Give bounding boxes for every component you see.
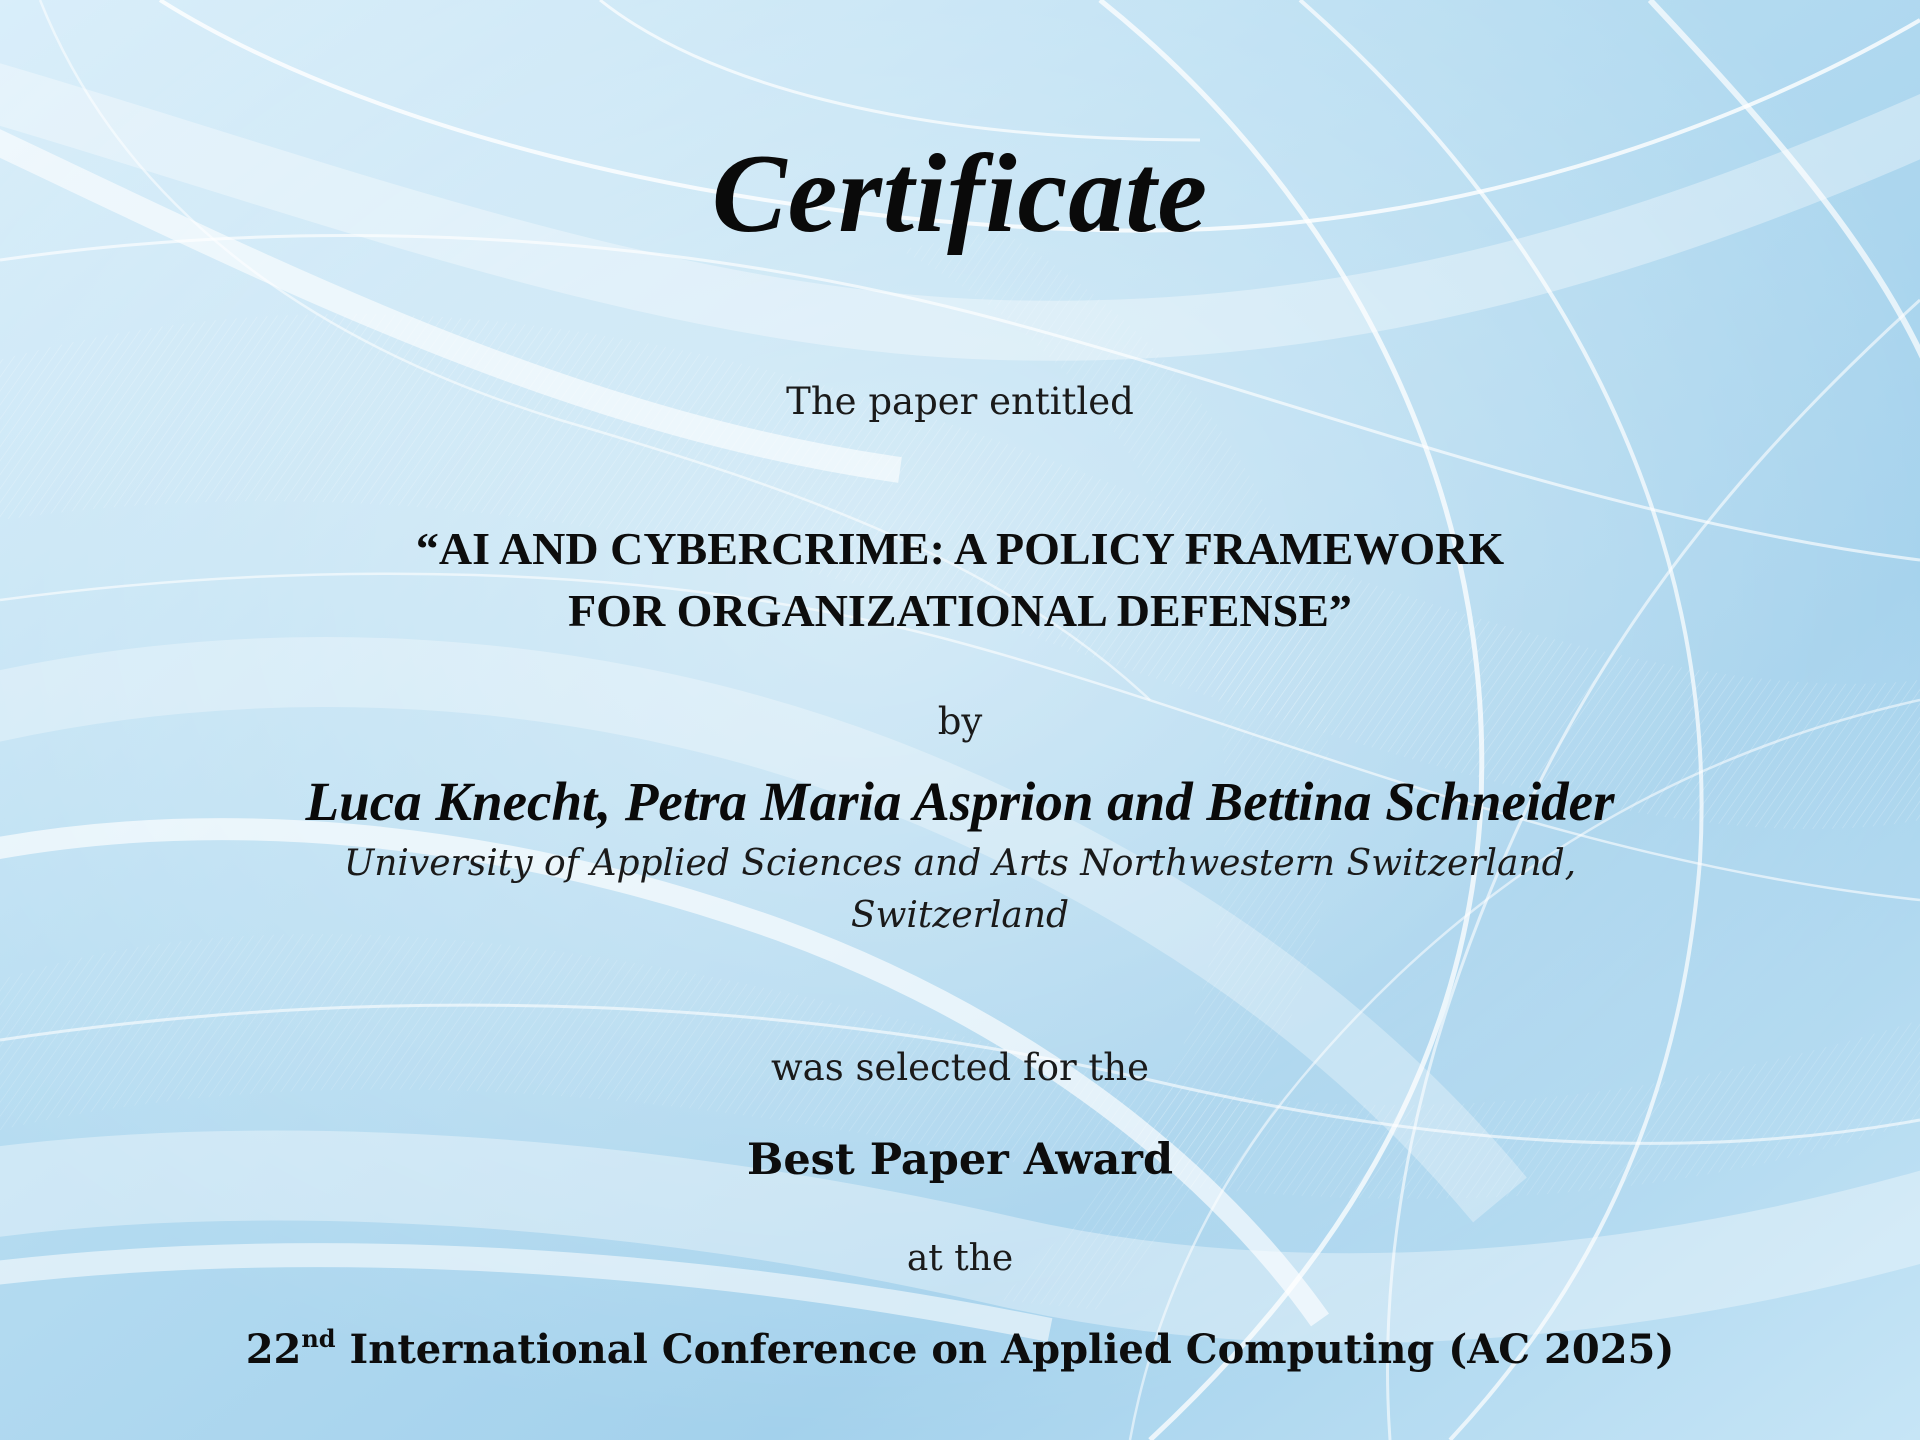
- award-name: Best Paper Award: [746, 1135, 1174, 1185]
- conference-ordinal: nd: [301, 1324, 336, 1353]
- paper-title-line-2: FOR ORGANIZATIONAL DEFENSE”: [568, 585, 1352, 636]
- at-the-text: at the: [906, 1238, 1014, 1279]
- certificate-title: Certificate: [711, 132, 1209, 256]
- conference-title: International Conference on Applied Computing (AC 2025): [335, 1326, 1675, 1373]
- paper-title-line-1: “AI AND CYBERCRIME: A POLICY FRAMEWORK: [415, 523, 1505, 574]
- paper-title: [0, 518, 1920, 642]
- authors: Luca Knecht, Petra Maria Asprion and Bettina Schneider: [305, 771, 1615, 832]
- affiliation: [0, 838, 1920, 942]
- selected-text: was selected for the: [770, 1046, 1150, 1089]
- conference-number: 22: [245, 1326, 302, 1373]
- affiliation-line-1: University of Applied Sciences and Arts Northwestern Switzerland,: [343, 843, 1577, 884]
- conference-name: [0, 1326, 1920, 1373]
- by-text: by: [937, 700, 983, 743]
- intro-text: The paper entitled: [786, 380, 1134, 423]
- affiliation-line-2: Switzerland: [850, 895, 1070, 936]
